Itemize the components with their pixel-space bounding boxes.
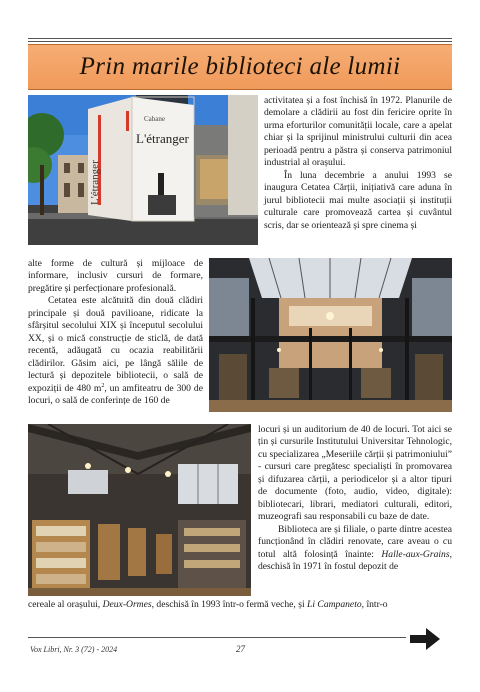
paragraph-text: cereale al orașului,	[28, 599, 103, 610]
paragraph: alte forme de cultură și mijloace de informare, inclusiv cursuri de formare, pregătire și perfecționare profesională.	[28, 258, 203, 294]
next-page-arrow-icon[interactable]	[410, 628, 440, 650]
top-rule	[28, 38, 452, 39]
sign-side-text: L'étranger	[89, 160, 101, 205]
text-column-top-right	[264, 95, 452, 232]
paragraph-text: , deschisă în 1971 în fostul depozit de	[258, 548, 452, 572]
place-name: Deux-Ormes	[102, 599, 152, 610]
photo-building-exterior	[28, 95, 258, 245]
place-name: Halle-aux-Grains	[381, 548, 450, 560]
paragraph: În luna decembrie a anului 1993 se inaugura Cetatea Cărții, inițiativă care aduna în jurul bibliotecii mai multe asociații și instituții culturale care promovează cartea și cuvântul scris, dar se orientează și spre cinema și	[264, 169, 452, 231]
paragraph-text: , un amfiteatru de 300 de locuri, o sală de conferințe de 160 de	[28, 382, 203, 406]
page-title: Prin marile biblioteci ale lumii	[79, 53, 401, 80]
sign-top-text: Cabane	[144, 115, 165, 123]
paragraph	[258, 524, 452, 574]
paragraph-text: , deschisă în 1993 într-o fermă veche, și	[151, 599, 308, 610]
paragraph-text: Biblioteca are și filiale, o parte dintre acestea funcționând în clădiri renovate, care aveau o cu totul altă folosință înainte:	[258, 523, 452, 560]
text-column-mid-left	[28, 258, 203, 407]
page-number: 27	[236, 644, 245, 654]
place-name: Li Campaneto	[307, 599, 362, 610]
paragraph: locuri și un auditorium de 40 de locuri. Tot aici se țin și cursurile Institutului Universitar Tehnologic, cu specializarea „Meseriile cărții și patrimoniului” - cursuri care pregătesc specialiști în promovarea și difuzarea cărții, a periodicelor și a altor tipuri de documente (foto, audio, video, digitale): bibliotecari, librari, mediatori culturali, editori, muzeografi sau responsabili cu baze de date.	[258, 424, 452, 523]
photo-library-shelves	[28, 424, 251, 596]
journal-footer: Vox Libri, Nr. 3 (72) - 2024	[30, 645, 118, 654]
top-rule-2	[28, 41, 452, 42]
paragraph-text: Cetatea este alcătuită din două clădiri principale și două pavilioane, ridicate la sfârșitul secolului XIX și începutul secolului XX, și o mică construcție de sticlă, de dată recentă, adăugată cu ocazia reabilitării clădirilor. Găsim aici, pe lângă sălile de lectură și depozitele bibliotecii, o sală de expoziții de 480 m	[28, 295, 203, 394]
paragraph: activitatea și a fost închisă în 1972. Planurile de demolare a clădirii au fost din fericire oprite în urma eforturilor comunității locale, care a apelat chiar și la sprijinul ministrului culturii din acea perioadă pentru a păstra și conserva patrimoniul industrial al orașului.	[264, 95, 452, 169]
sign-main-text: L'étranger	[136, 131, 189, 146]
title-banner	[28, 44, 452, 90]
superscript: 2	[101, 382, 105, 389]
text-full-line	[28, 599, 452, 611]
paragraph-text: , într-o	[361, 599, 388, 610]
photo-library-hall	[209, 258, 452, 412]
bottom-rule	[28, 637, 406, 638]
text-column-bottom-right	[258, 424, 452, 573]
paragraph	[28, 295, 203, 407]
